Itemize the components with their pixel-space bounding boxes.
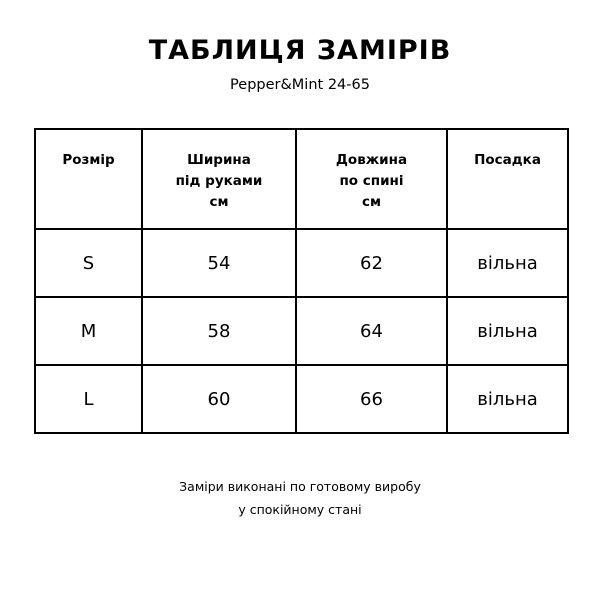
header-line: Розмір	[62, 152, 115, 168]
header-width	[142, 129, 296, 229]
cell-length: 64	[296, 297, 447, 365]
header-line: по спині	[339, 173, 404, 189]
measurement-note: у спокійному стані	[238, 502, 362, 517]
table-row	[35, 365, 568, 433]
cell-length: 62	[296, 229, 447, 297]
cell-fit: вільна	[447, 297, 568, 365]
table-row	[35, 229, 568, 297]
measurement-note: Заміри виконані по готовому виробу	[179, 479, 421, 494]
cell-size: S	[35, 229, 142, 297]
header-fit	[447, 129, 568, 229]
cell-size: L	[35, 365, 142, 433]
header-line: см	[361, 194, 382, 210]
cell-width: 60	[142, 365, 296, 433]
header-line: Посадка	[474, 152, 541, 168]
header-line: см	[209, 194, 229, 210]
table-row	[35, 297, 568, 365]
cell-size: M	[35, 297, 142, 365]
header-line: Ширина	[187, 152, 251, 168]
table-header-row	[35, 129, 568, 229]
header-length	[296, 129, 447, 229]
header-line: під руками	[175, 173, 263, 189]
page-title: ТАБЛИЦЯ ЗАМІРІВ	[148, 35, 452, 66]
size-table	[34, 128, 569, 434]
cell-width: 58	[142, 297, 296, 365]
cell-fit: вільна	[447, 229, 568, 297]
cell-width: 54	[142, 229, 296, 297]
cell-fit: вільна	[447, 365, 568, 433]
product-model: Pepper&Mint 24-65	[230, 77, 370, 93]
header-line: Довжина	[335, 152, 408, 168]
header-size	[35, 129, 142, 229]
cell-length: 66	[296, 365, 447, 433]
